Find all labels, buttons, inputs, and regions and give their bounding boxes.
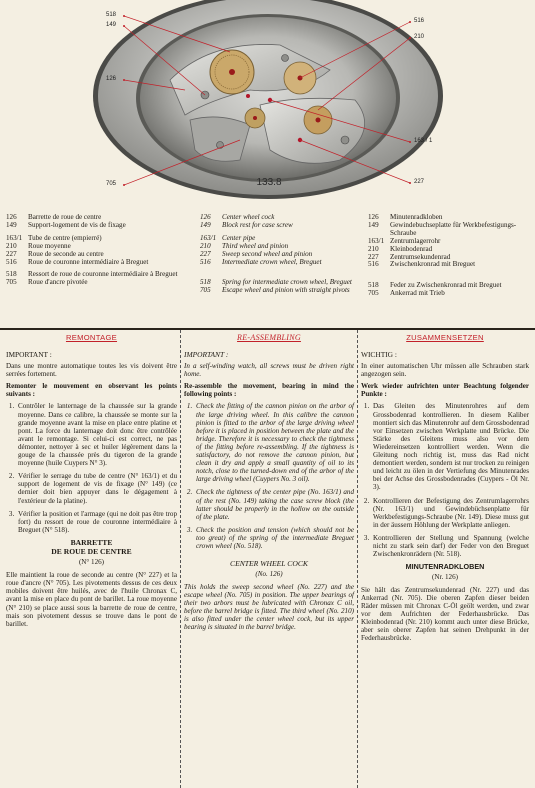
column-divider <box>180 330 181 788</box>
part-name: Minutenradkloben <box>390 213 443 221</box>
callout-label: 163 / 1 <box>414 138 433 144</box>
instruction-list <box>361 402 529 558</box>
legend-item <box>6 259 188 267</box>
french-column <box>6 330 177 788</box>
part-name: Sweep second wheel and pinion <box>222 249 313 258</box>
list-item: 2. Kontrollieren der Befestigung des Zentrumlagerrohrs (Nr. 163/1) und Gewindebüchsenplatte für Werkbefestigungs-Schraube (Nr. 149). Diese muss gut in der äussern Höhlung der Werkplatte anliegen. <box>371 497 529 529</box>
intro-text: In a self-winding watch, all screws must be driven right home. <box>184 362 354 379</box>
legend-item <box>6 279 188 287</box>
movement-photo <box>0 0 535 206</box>
part-name: Kleinbodenrad <box>390 244 433 253</box>
part-number: 126 <box>368 213 379 221</box>
part-name: Intermediate crown wheel, Breguet <box>222 257 322 266</box>
list-item: 2. Check the tightness of the center pipe (No. 163/1) and of the rest (No. 149) taking the case screw block (the latter should be properly in the hollow on the outside of the plate. <box>194 488 354 520</box>
legend-item <box>200 259 360 267</box>
legend-item <box>200 287 360 295</box>
part-name: Block rest for case screw <box>222 220 293 229</box>
part-number: 518 <box>6 270 17 279</box>
callout-label: 227 <box>414 179 425 185</box>
intro-text: Dans une montre automatique toutes les vis doivent être serrées fortement. <box>6 362 177 379</box>
instructions-lead: Werk wieder aufrichten unter Beachtung folgender Punkte : <box>361 382 529 399</box>
section-text: Elle maintient la roue de seconde au centre (N° 227) et la roue d'ancre (N° 705). Les pivotements dessus de ces deux mobiles doivent être huilés, avec de l'huile Chronax C, avant la mise en place du pont de barillet. La roue moyenne (N° 210) se place aussi sous la barrette de roue de centre, mais son pivotement dessus se trouve dans le pont de barillet. <box>6 571 177 628</box>
section-part-number: (Nr. 126) <box>431 572 458 581</box>
part-name: Zwischenkronrad mit Breguet <box>390 260 476 269</box>
callout-label: 149 <box>106 22 117 28</box>
english-column <box>184 330 354 788</box>
callout-label: 518 <box>106 12 117 18</box>
section-text: Sie hält das Zentrumsekundenrad (Nr. 227) und das Ankerrad (Nr. 705). Die oberen Zapfen dieser beiden Räder müssen mit Chronax C-Öl geölt werden, und zwar vor dem Aufrichten der Federhausbrücke. Das Kleinbodenrad (Nr. 210) kommt auch unter diese Brücke, aber sein oberer Zapfen hat seinen Drehpunkt in der Federhausbrücke. <box>361 585 529 643</box>
important-label: IMPORTANT : <box>6 350 52 359</box>
part-number: 705 <box>6 278 17 287</box>
column-header: RE-ASSEMBLING <box>237 333 301 342</box>
list-item: 3. Check the position and tension (which should not be too great) of the spring of the intermediate Breguet crown wheel (No. 518). <box>194 526 354 550</box>
callout-label: 126 <box>106 76 117 82</box>
part-number: 149 <box>368 220 379 229</box>
part-number: 126 <box>6 213 17 221</box>
part-name: Barrette de roue de centre <box>28 213 102 221</box>
legend-item <box>200 222 360 230</box>
section-title: DE ROUE DE CENTRE <box>51 547 132 557</box>
part-name: Zentrumsekundenrad <box>390 252 451 261</box>
part-number: 149 <box>200 220 211 229</box>
instruction-list <box>6 402 177 533</box>
legend-english <box>200 214 360 295</box>
instructions-lead: Remonter le mouvement en observant les points suivants : <box>6 382 177 399</box>
legend-item <box>368 222 531 238</box>
list-item: 1. Contrôler le lanternage de la chaussée sur la grande moyenne. Dans ce calibre, la chaussée se monte sur la grande moyenne avant la mise en place entre platine et pont. La force du lanternage doit donc être contrôlée avant le remontage. Si celui-ci est correct, ne pas démonter, nettoyer à sec et huiler légèrement dans la gouge de la chaussée près du tigeron de la grande moyenne (huile Cuypers N° 3). <box>16 402 177 467</box>
section-title: MINUTENRADKLOBEN <box>405 562 485 572</box>
part-number: 518 <box>368 281 379 290</box>
column-header: REMONTAGE <box>65 333 118 342</box>
part-name: Escape wheel and pinion with straight pivots <box>222 286 350 295</box>
legend-item <box>6 222 188 230</box>
part-number: 163/1 <box>6 233 23 242</box>
list-item: 2. Vérifier le serrage du tube de centre (N° 163/1) et du support de logement de vis de fixage (N° 149) (ce dernier doit bien appuyer dans le dégagement à l'extérieur de la platine). <box>16 472 177 504</box>
part-name: Gewindebuchseplatte für Werkbefestigungs-Schraube <box>390 220 517 237</box>
callout-label: 210 <box>414 34 425 40</box>
part-number: 516 <box>200 257 211 266</box>
section-part-number: (No. 126) <box>255 569 283 578</box>
part-name: Roue d'ancre pivotée <box>28 278 88 287</box>
callout-label: 705 <box>106 181 117 187</box>
legend-german <box>368 214 531 298</box>
legend-item <box>368 290 531 298</box>
part-name: Ressort de roue de couronne intermédiaire à Breguet <box>28 270 178 279</box>
part-number: 210 <box>6 241 17 250</box>
part-name: Roue de seconde au centre <box>28 249 104 258</box>
part-number: 149 <box>6 220 17 229</box>
part-number: 516 <box>368 260 379 269</box>
column-header: ZUSAMMENSETZEN <box>406 333 484 342</box>
section-text: This holds the sweep second wheel (No. 227) and the escape wheel (No. 705) in position. The upper bearings of their two arbors must be lubricated with Chronax C oil, before the barrel bridge is fitted. The third wheel (No. 210) is also fitted under the center wheel cock, but its upper bearing is situated in the barrel bridge. <box>184 582 354 632</box>
part-name: Roue moyenne <box>28 241 71 250</box>
column-divider <box>357 330 358 788</box>
part-name: Zentrumlagerrohr <box>390 236 441 245</box>
part-name: Roue de couronne intermédiaire à Breguet <box>28 257 149 266</box>
part-name: Third wheel and pinion <box>222 241 289 250</box>
callout-label: 516 <box>414 18 425 24</box>
part-number: 516 <box>6 257 17 266</box>
part-name: Feder zu Zwischenkronrad mit Breguet <box>390 281 502 290</box>
part-number: 705 <box>368 289 379 298</box>
part-name: Ankerrad mit Trieb <box>390 289 445 298</box>
section-title: BARRETTE <box>70 537 113 547</box>
part-number: 518 <box>200 278 211 287</box>
legend-item <box>368 261 531 269</box>
part-number: 210 <box>368 244 379 253</box>
german-column <box>361 330 529 788</box>
list-item: 1. Check the fitting of the cannon pinion on the arbor of the large driving wheel. In this calibre the cannon pinion is fitted to the arbor of the large driving wheel before it is placed in position between the plate and the bridge. Therefore it is necessary to check the tightness of the fitting before re-assembling. If the tightness is satisfactory, do not remove the cannon pinion, but clean it dry and apply a small quantity of oil to its notch, close to the turned-down end of the arbor of the large driving wheel (Cuypers No. 3 oil). <box>194 402 354 483</box>
intro-text: In einer automatischen Uhr müssen alle Schrauben stark angezogen sein. <box>361 362 529 379</box>
part-number: 227 <box>200 249 211 258</box>
part-number: 227 <box>6 249 17 258</box>
part-number: 210 <box>200 241 211 250</box>
part-name: Tube de centre (empierré) <box>28 233 102 242</box>
section-part-number: (N° 126) <box>78 558 105 567</box>
part-name: Spring for intermediate crown wheel, Breguet <box>222 278 352 287</box>
instruction-list <box>184 402 354 550</box>
important-label: WICHTIG : <box>361 350 397 359</box>
part-name: Support-logement de vis de fixage <box>28 220 126 229</box>
section-title: CENTER WHEEL COCK <box>230 559 308 569</box>
list-item: 3. Kontrollieren der Stellung und Spannung (welche nicht zu stark sein darf) der Feder von den Breguet Zwischenkronrädern (Nr. 518). <box>371 534 529 558</box>
part-number: 705 <box>200 286 211 295</box>
list-item: 3. Vérifier la position et l'armage (qui ne doit pas être trop fort) du ressort de roue de couronne intermédiaire à Breguet (N° 518). <box>16 510 177 534</box>
part-number: 163/1 <box>200 233 217 242</box>
part-number: 163/1 <box>368 236 385 245</box>
important-label: IMPORTANT : <box>184 350 229 359</box>
part-number: 126 <box>200 213 211 221</box>
part-number: 227 <box>368 252 379 261</box>
list-item: 1. Das Gleiten des Minutenrohres auf dem Grossbodenrad kontrollieren. In diesem Kaliber montiert sich das Minutenrohr auf dem Grossbodenrad vor Einsetzen zwischen Werkplatte und Brücke. Die Stärke des Gleitens muss also vor dem Wiedereinsetzen kontrolliert werden. Wenn die Gleitung noch richtig ist, muss das Rad nicht demontiert werden, sondern ist nur trocken zu reinigen und leicht zu ölen in der Vertiefung des Minutenrades bei der Achse des Grossbodenrades (Cuypers - Öl Nr. 3). <box>371 402 529 491</box>
instructions-lead: Re-assemble the movement, bearing in mind the following points : <box>184 382 354 399</box>
part-name: Center pipe <box>222 233 256 242</box>
legend-french <box>6 214 188 287</box>
part-name: Center wheel cock <box>222 213 275 221</box>
movement-number: 133.8 <box>256 177 282 188</box>
